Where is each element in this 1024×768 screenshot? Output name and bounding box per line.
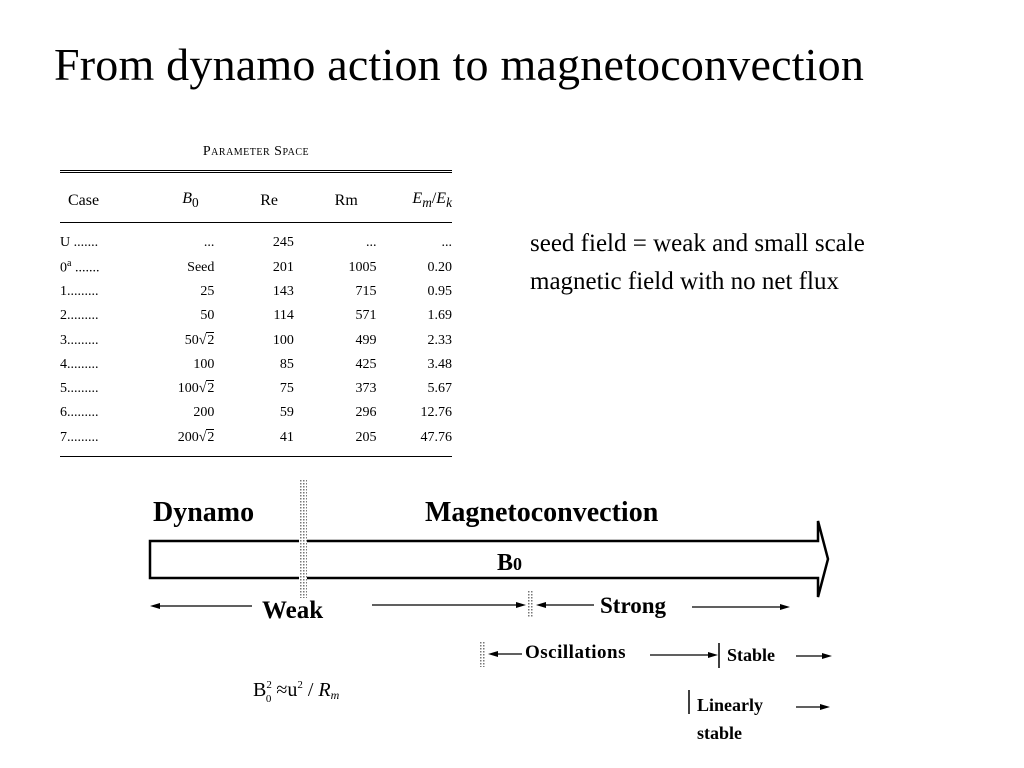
cell-em-ek: 1.69 <box>427 308 452 324</box>
header-case: Case <box>60 172 137 223</box>
table-caption: Parameter Space <box>202 144 310 159</box>
cell-re: 41 <box>279 429 294 445</box>
cell-rm: 205 <box>355 429 377 445</box>
header-em-ek: $E_m/E_k$ <box>377 172 452 223</box>
cell-case: 1......... <box>60 283 99 299</box>
cell-rm: 373 <box>355 381 377 397</box>
strong-arrowhead-right <box>780 604 790 610</box>
cell-rm: 499 <box>355 332 377 348</box>
cell-b0: Seed <box>187 259 215 275</box>
cell-re: 75 <box>279 381 294 397</box>
cell-b0: 50 <box>200 308 215 324</box>
cell-re: 143 <box>272 283 294 299</box>
weak-arrowhead-right <box>516 602 526 608</box>
threshold-formula: $B^2$ $0 \approx u^2 / Rm$ <box>253 679 340 705</box>
weak-strong-divider <box>528 591 534 617</box>
cell-b0: 200 <box>193 405 215 421</box>
cell-em-ek: 2.33 <box>427 332 452 348</box>
cell-case: U ....... <box>60 235 99 251</box>
b0-axis-label: B0 <box>497 550 523 576</box>
cell-case: 5......... <box>60 381 99 397</box>
cell-case: 6......... <box>60 405 99 421</box>
cell-b0: 50√2 <box>184 332 215 348</box>
cell-rm: 571 <box>355 308 377 324</box>
cell-b0: 25 <box>200 283 215 299</box>
cell-em-ek: 12.76 <box>420 405 452 421</box>
cell-em-ek: 5.67 <box>427 381 452 397</box>
magnetoconvection-label: Magnetoconvection <box>425 497 659 528</box>
cell-em-ek: 47.76 <box>420 429 452 445</box>
cell-case: 4......... <box>60 356 99 372</box>
cell-rm: ... <box>366 235 377 251</box>
cell-b0: 200√2 <box>177 429 215 445</box>
b0-axis-arrow <box>150 521 828 597</box>
header-rm: Rm <box>294 172 377 223</box>
cell-rm: 296 <box>355 405 377 421</box>
cell-rm: 425 <box>355 356 377 372</box>
note-line-2: magnetic field with no net flux <box>530 268 839 295</box>
cell-b0: ... <box>203 235 215 251</box>
cell-re: 100 <box>272 332 294 348</box>
strong-label: Strong <box>600 593 667 618</box>
header-re: Re <box>214 172 294 223</box>
slide-title: From dynamo action to magnetoconvection <box>54 39 865 90</box>
cell-re: 201 <box>272 259 294 275</box>
cell-b0: 100 <box>193 356 215 372</box>
cell-case: 2......... <box>60 308 99 324</box>
cell-em-ek: 3.48 <box>427 356 452 372</box>
cell-re: 245 <box>272 235 294 251</box>
oscillations-arrowhead-right <box>708 652 718 658</box>
cell-em-ek: 0.95 <box>427 283 452 299</box>
cell-case: 7......... <box>60 429 99 445</box>
cell-case: 0$^a$ ....... <box>60 258 100 276</box>
stable-2-label: stable <box>697 723 742 743</box>
linearly-label: Linearly <box>697 695 763 715</box>
cell-em-ek: ... <box>441 235 452 251</box>
weak-arrowhead-left <box>150 603 160 609</box>
stable-label: Stable <box>727 645 776 665</box>
linearly-stable-arrowhead <box>820 704 830 710</box>
stable-arrowhead <box>822 653 832 659</box>
cell-em-ek: 0.20 <box>427 259 452 275</box>
header-b0: $B_0$ <box>137 172 215 223</box>
weak-label: Weak <box>262 597 324 624</box>
cell-re: 85 <box>279 356 294 372</box>
cell-case: 3......... <box>60 332 99 348</box>
cell-re: 59 <box>279 405 294 421</box>
cell-b0: 100√2 <box>177 381 215 397</box>
dynamo-label: Dynamo <box>153 497 255 528</box>
note-line-1: seed field = weak and small scale <box>530 230 865 257</box>
cell-rm: 1005 <box>348 259 377 275</box>
cell-rm: 715 <box>355 283 377 299</box>
oscillations-divider <box>479 641 485 667</box>
oscillations-label: Oscillations <box>525 642 627 663</box>
regime-divider <box>299 480 307 598</box>
cell-re: 114 <box>273 308 294 324</box>
